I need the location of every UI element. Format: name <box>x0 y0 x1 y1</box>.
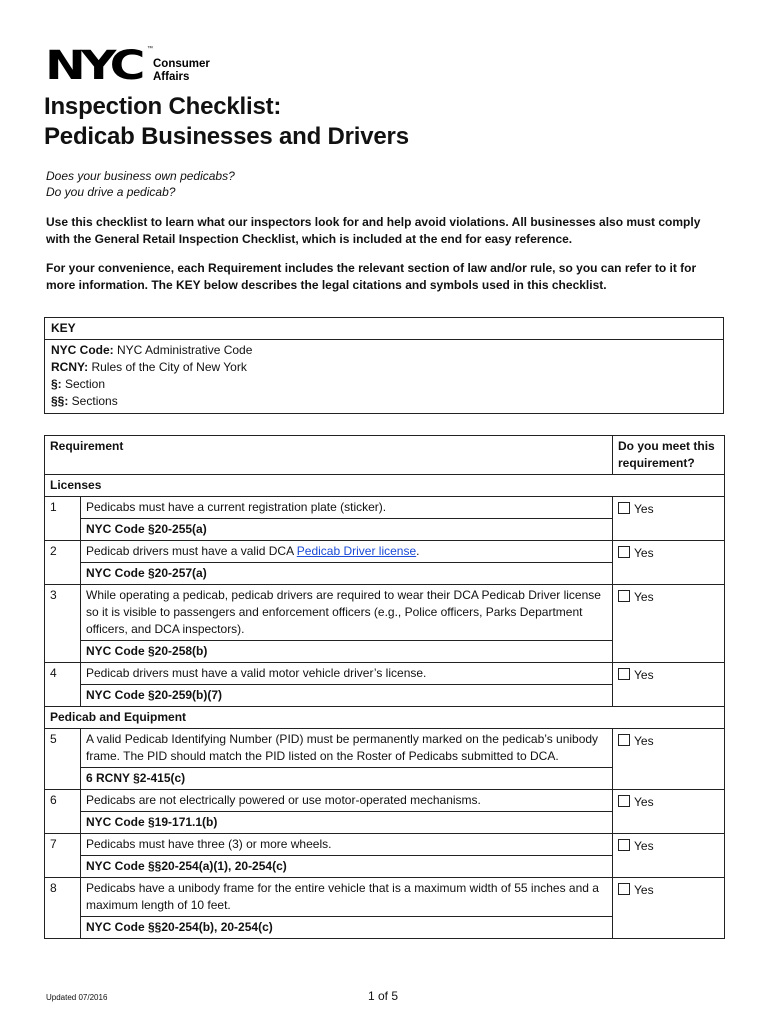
table-row <box>45 541 725 563</box>
citation: NYC Code §§20-254(a)(1), 20-254(c) <box>81 856 613 878</box>
yes-checkbox[interactable] <box>613 790 725 834</box>
citation: NYC Code §20-257(a) <box>81 563 613 585</box>
footer-page-number: 1 of 5 <box>368 989 399 1003</box>
yes-checkbox[interactable] <box>613 729 725 790</box>
requirement-text: Pedicabs are not electrically powered or use motor-operated mechanisms. <box>81 790 613 812</box>
requirement-text: Pedicabs must have three (3) or more wheels. <box>81 834 613 856</box>
checkbox-icon[interactable] <box>618 734 630 746</box>
checkbox-icon[interactable] <box>618 795 630 807</box>
yes-checkbox[interactable] <box>613 834 725 878</box>
nyc-consumer-affairs-logo <box>45 43 225 89</box>
logo-agency-name <box>153 58 210 84</box>
yes-label: Yes <box>634 883 654 897</box>
citation: NYC Code §19-171.1(b) <box>81 812 613 834</box>
key-heading: KEY <box>45 318 723 340</box>
intro-paragraph-1: Use this checklist to learn what our inspectors look for and help avoid violations. All businesses also must comply with the General Retail Inspection Checklist, which is included at the end for easy reference. <box>46 215 701 246</box>
yes-label: Yes <box>634 590 654 604</box>
table-row <box>45 663 725 685</box>
yes-checkbox[interactable] <box>613 585 725 663</box>
yes-label: Yes <box>634 546 654 560</box>
row-number: 5 <box>45 729 81 790</box>
requirement-text-part: . <box>416 544 420 558</box>
requirement-text-part: Pedicab drivers must have a valid DCA <box>86 544 297 558</box>
checkbox-icon[interactable] <box>618 883 630 895</box>
intro-question-1: Does your business own pedicabs? <box>46 169 235 183</box>
logo-line-1: Consumer <box>153 58 210 70</box>
key-definition: NYC Administrative Code <box>113 343 253 357</box>
requirement-text: While operating a pedicab, pedicab drivers are required to wear their DCA Pedicab Driver license so it is visible to passengers and enforcement officers (e.g., Police officers, Parks Department officers, and DCA inspectors). <box>81 585 613 641</box>
requirement-text: Pedicab drivers must have a valid motor vehicle driver’s license. <box>81 663 613 685</box>
key-term: §: <box>51 377 62 391</box>
key-term: NYC Code: <box>51 343 114 357</box>
table-row <box>45 585 725 641</box>
key-definitions <box>45 340 723 413</box>
page-title <box>44 92 409 152</box>
yes-checkbox[interactable] <box>613 878 725 939</box>
trademark-symbol: ™ <box>147 46 153 52</box>
header-meet-requirement: Do you meet this requirement? <box>613 436 725 475</box>
section-row-licenses <box>45 475 725 497</box>
row-number: 4 <box>45 663 81 707</box>
yes-checkbox[interactable] <box>613 541 725 585</box>
row-number: 2 <box>45 541 81 585</box>
key-item <box>51 342 717 359</box>
section-title: Pedicab and Equipment <box>45 707 725 729</box>
citation: 6 RCNY §2-415(c) <box>81 768 613 790</box>
yes-label: Yes <box>634 795 654 809</box>
key-item <box>51 376 717 393</box>
table-row <box>45 729 725 768</box>
row-number: 3 <box>45 585 81 663</box>
yes-checkbox[interactable] <box>613 497 725 541</box>
citation: NYC Code §20-255(a) <box>81 519 613 541</box>
yes-label: Yes <box>634 734 654 748</box>
key-definition: Section <box>61 377 106 391</box>
nyc-logo-mark: NYC <box>45 43 141 89</box>
table-row <box>45 790 725 812</box>
key-box <box>44 317 724 414</box>
header-requirement: Requirement <box>45 436 613 475</box>
key-term: RCNY: <box>51 360 89 374</box>
row-number: 8 <box>45 878 81 939</box>
requirement-text: A valid Pedicab Identifying Number (PID) must be permanently marked on the pedicab’s unibody frame. The PID should match the PID listed on the Roster of Pedicabs submitted to DCA. <box>81 729 613 768</box>
checkbox-icon[interactable] <box>618 590 630 602</box>
section-title: Licenses <box>45 475 725 497</box>
section-row-pedicab-equipment <box>45 707 725 729</box>
title-line-2: Pedicab Businesses and Drivers <box>44 123 409 150</box>
requirement-text: Pedicabs must have a current registration plate (sticker). <box>81 497 613 519</box>
yes-label: Yes <box>634 668 654 682</box>
requirement-text: Pedicabs have a unibody frame for the entire vehicle that is a maximum width of 55 inches and a maximum length of 10 feet. <box>81 878 613 917</box>
citation: NYC Code §§20-254(b), 20-254(c) <box>81 917 613 939</box>
checkbox-icon[interactable] <box>618 502 630 514</box>
yes-checkbox[interactable] <box>613 663 725 707</box>
checkbox-icon[interactable] <box>618 839 630 851</box>
table-row <box>45 497 725 519</box>
intro-paragraph-2: For your convenience, each Requirement includes the relevant section of law and/or rule, so you can refer to it for more information. The KEY below describes the legal citations and symbols used in this checklist. <box>46 261 697 292</box>
row-number: 6 <box>45 790 81 834</box>
key-item <box>51 393 717 410</box>
citation: NYC Code §20-258(b) <box>81 641 613 663</box>
yes-label: Yes <box>634 839 654 853</box>
table-row <box>45 834 725 856</box>
table-header-row <box>45 436 725 475</box>
requirements-table <box>44 435 725 939</box>
intro-questions <box>46 168 235 200</box>
title-line-1: Inspection Checklist: <box>44 93 282 120</box>
yes-label: Yes <box>634 502 654 516</box>
pedicab-driver-license-link[interactable]: Pedicab Driver license <box>296 544 417 558</box>
intro-question-2: Do you drive a pedicab? <box>46 185 176 199</box>
checkbox-icon[interactable] <box>618 546 630 558</box>
row-number: 1 <box>45 497 81 541</box>
key-term: §§: <box>51 394 69 408</box>
requirement-text <box>81 541 613 563</box>
key-item <box>51 359 717 376</box>
key-definition: Rules of the City of New York <box>88 360 247 374</box>
key-definition: Sections <box>68 394 118 408</box>
table-row <box>45 878 725 917</box>
checkbox-icon[interactable] <box>618 668 630 680</box>
citation: NYC Code §20-259(b)(7) <box>81 685 613 707</box>
row-number: 7 <box>45 834 81 878</box>
logo-line-2: Affairs <box>153 71 190 83</box>
footer-updated-date: Updated 07/2016 <box>46 993 108 1002</box>
